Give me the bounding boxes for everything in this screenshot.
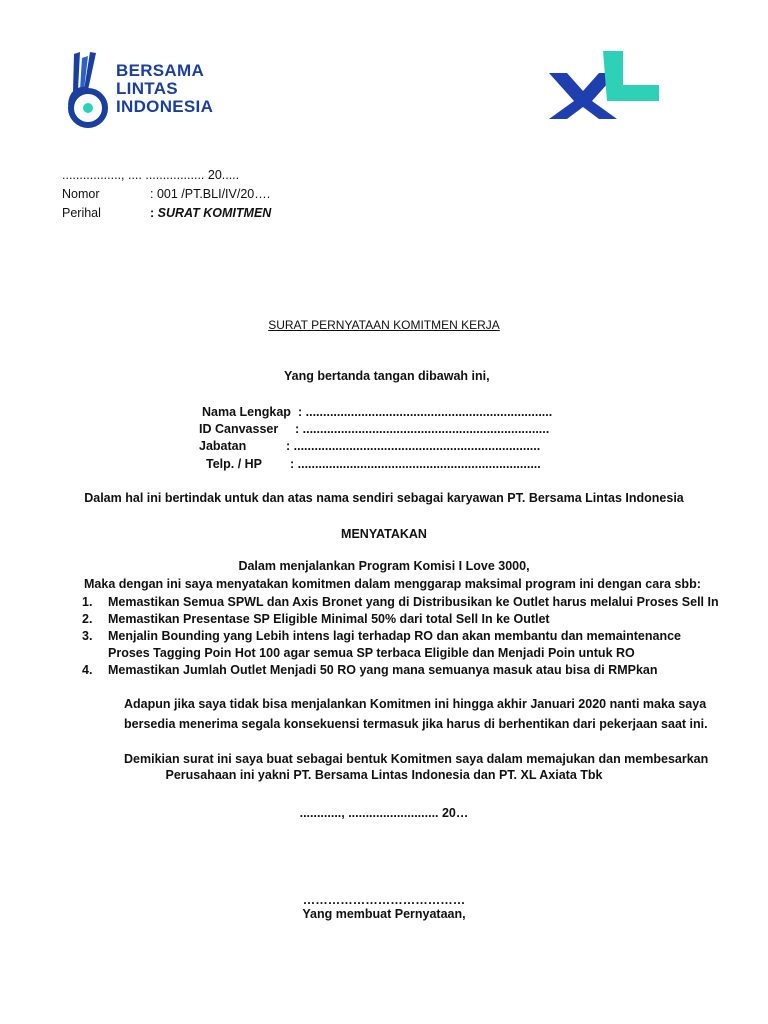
bli-logo-line-2: LINTAS [116, 79, 178, 98]
closing-line-2: Perusahaan ini yakni PT. Bersama Lintas Indonesia dan PT. XL Axiata Tbk [165, 768, 603, 782]
nomor-label: Nomor [62, 187, 100, 201]
list-item-number: 3. [82, 629, 93, 643]
list-item-number: 1. [82, 595, 93, 609]
field-label: ID Canvasser [199, 422, 279, 436]
field-value: : ...................................................................... [290, 457, 541, 471]
nomor-row [62, 187, 270, 201]
commitment-list [82, 594, 722, 679]
intro-text: Yang bertanda tangan dibawah ini, [284, 369, 490, 383]
xl-logo [545, 45, 663, 120]
list-item-text: Memastikan Presentase SP Eligible Minimal 50% dari total Sell In ke Outlet [108, 612, 550, 626]
field-telp-hp [206, 457, 541, 471]
document-title: SURAT PERNYATAAN KOMITMEN KERJA [268, 318, 500, 332]
declare-heading: MENYATAKAN [341, 527, 427, 541]
list-item-number: 4. [82, 663, 93, 677]
bli-logo [66, 50, 214, 130]
field-label: Telp. / HP [206, 457, 263, 471]
commitment-intro: Maka dengan ini saya menyatakan komitmen dalam menggarap maksimal program ini dengan cara sbb: [84, 577, 701, 591]
field-nama-lengkap [202, 405, 552, 419]
field-jabatan [199, 439, 540, 453]
list-item-text: Memastikan Jumlah Outlet Menjadi 50 RO yang mana semuanya masuk atau bisa di RMPkan [108, 663, 658, 677]
bli-logo-text [116, 62, 213, 116]
perihal-value: SURAT KOMITMEN [157, 206, 272, 220]
field-id-canvasser [199, 422, 549, 436]
list-item-text: Memastikan Semua SPWL dan Axis Bronet yang di Distribusikan ke Outlet harus melalui Proses Sell In [108, 595, 719, 609]
signature-line: ………………………………… [302, 893, 466, 907]
bli-logo-line-3: INDONESIA [116, 97, 214, 116]
perihal-label: Perihal [62, 206, 101, 220]
signatory: Yang membuat Pernyataan, [302, 907, 466, 921]
field-value: : ....................................................................... [286, 439, 541, 453]
date-line: ................., .... ................. 20..... [62, 168, 240, 182]
list-item [82, 611, 722, 628]
closing-line-1: Demikian surat ini saya buat sebagai bentuk Komitmen saya dalam memajukan dan membesarkan [124, 752, 709, 766]
field-value: : ....................................................................... [295, 422, 550, 436]
field-value: : ....................................................................... [298, 405, 553, 419]
perihal-colon: : [150, 206, 155, 220]
bli-logo-line-1: BERSAMA [116, 61, 205, 80]
list-item-number: 2. [82, 612, 93, 626]
perihal-row [62, 206, 271, 220]
consequence-line-2: bersedia menerima segala konsekuensi termasuk jika harus di berhentikan dari pekerjaan saat ini. [124, 717, 708, 731]
consequence-line-1: Adapun jika saya tidak bisa menjalankan Komitmen ini hingga akhir Januari 2020 nanti maka saya [124, 697, 707, 711]
list-item [82, 594, 722, 611]
place-date: ............, .......................... 20… [299, 806, 469, 820]
xl-emblem-icon [545, 45, 663, 120]
nomor-value: : 001 /PT.BLI/IV/20…. [150, 187, 271, 201]
program-line: Dalam menjalankan Program Komisi I Love 3000, [238, 559, 530, 573]
list-item [82, 662, 722, 679]
field-label: Jabatan [199, 439, 247, 453]
acting-statement: Dalam hal ini bertindak untuk dan atas nama sendiri sebagai karyawan PT. Bersama Lintas Indonesia [84, 491, 684, 505]
list-item [82, 628, 722, 662]
field-label: Nama Lengkap [202, 405, 291, 419]
list-item-text: Menjalin Bounding yang Lebih intens lagi terhadap RO dan akan membantu dan memaintenance Proses Tagging Poin Hot 100 agar semua SP terbaca Eligible dan Menjadi Poin untuk RO [108, 629, 682, 660]
bli-emblem-icon [66, 50, 114, 130]
